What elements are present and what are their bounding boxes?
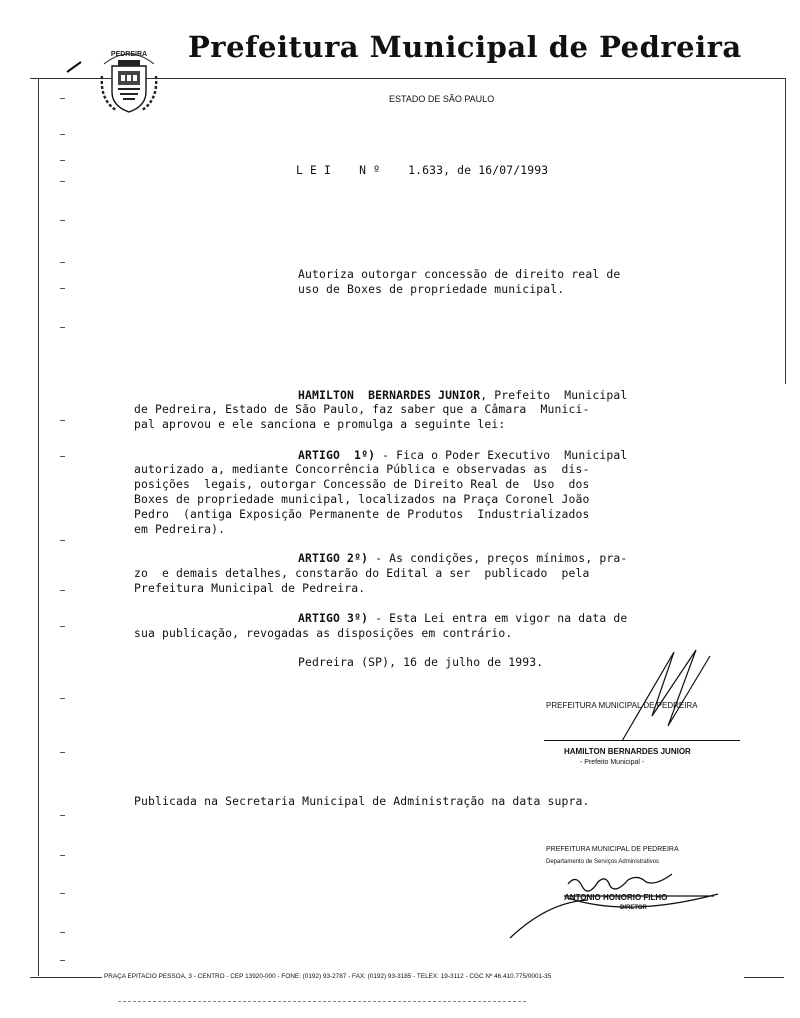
intro-line-3: pal aprovou e ele sanciona e promulga a seguinte lei: (134, 417, 506, 431)
footer-rule-right (744, 977, 784, 978)
article-1-line-2: autorizado a, mediante Concorrência Pública e observadas as dis- (134, 462, 590, 476)
article-1-line-1: ARTIGO 1º) - Fica o Poder Executivo Municipal (298, 448, 628, 462)
city-seal-icon (96, 42, 162, 120)
signature-2-name: ANTONIO HONORIO FILHO (564, 893, 668, 902)
article-3-label: ARTIGO 3º) (298, 611, 369, 625)
article-1-line-6: em Pedreira). (134, 522, 226, 536)
mayor-signature-icon (612, 646, 722, 746)
quill-mark (66, 58, 80, 68)
signature-1-line (544, 740, 740, 741)
signature-2-org: PREFEITURA MUNICIPAL DE PEDREIRA (546, 846, 679, 853)
place-date: Pedreira (SP), 16 de julho de 1993. (298, 655, 544, 669)
article-2-label: ARTIGO 2º) (298, 551, 369, 565)
article-2-line-1: ARTIGO 2º) - As condições, preços mínimos, pra- (298, 551, 628, 565)
bottom-dashed-rule (118, 1001, 526, 1002)
article-2-line-3: Prefeitura Municipal de Pedreira. (134, 581, 366, 595)
article-1-line-3: posições legais, outorgar Concessão de Direito Real de Uso dos (134, 477, 590, 491)
footer-address: PRAÇA EPITACIO PESSOA, 3 - CENTRO - CEP 13920-000 - FONE: (0192) 93-2787 - FAX: (0192) 93-3185 - TELEX: 19-3112 - CGC Nº 46.410.775/0001-35 (104, 973, 552, 980)
right-margin-rule (785, 78, 786, 384)
article-2-line-2: zo e demais detalhes, constarão do Edital a ser publicado pela (134, 566, 590, 580)
article-3-line-1: ARTIGO 3º) - Esta Lei entra em vigor na data de (298, 611, 628, 625)
state-subtitle: ESTADO DE SÃO PAULO (389, 94, 495, 104)
article-1-line-4: Boxes de propriedade municipal, localizados na Praça Coronel João (134, 492, 590, 506)
signature-1-role: - Prefeito Municipal - (580, 759, 645, 766)
footer-rule-left (30, 977, 102, 978)
left-margin-rule (38, 78, 39, 976)
law-summary-line-1: Autoriza outorgar concessão de direito real de (298, 267, 621, 281)
signature-2-dept: Departamento de Serviços Administrativos (546, 859, 660, 865)
article-1-label: ARTIGO 1º) (298, 448, 376, 462)
law-summary-line-2: uso de Boxes de propriedade municipal. (298, 282, 565, 296)
article-1-line-5: Pedro (antiga Exposição Permanente de Produtos Industrializados (134, 507, 590, 521)
intro-line-2: de Pedreira, Estado de São Paulo, faz saber que a Câmara Munici- (134, 402, 590, 416)
signature-1-name: HAMILTON BERNARDES JUNIOR (564, 747, 691, 756)
mayor-name: HAMILTON BERNARDES JUNIOR (298, 388, 481, 402)
publication-note: Publicada na Secretaria Municipal de Administração na data supra. (134, 794, 590, 808)
director-signature-icon (508, 862, 728, 942)
intro-line-1: HAMILTON BERNARDES JUNIOR, Prefeito Municipal (298, 388, 628, 402)
signature-1-org: PREFEITURA MUNICIPAL DE PEDREIRA (546, 701, 698, 710)
signature-2-role: DIRETOR (620, 905, 647, 911)
page-title: Prefeitura Municipal de Pedreira (188, 30, 742, 64)
article-3-line-2: sua publicação, revogadas as disposições em contrário. (134, 626, 513, 640)
law-heading: L E I N º 1.633, de 16/07/1993 (296, 163, 549, 177)
svg-text:PEDREIRA: PEDREIRA (110, 51, 148, 58)
